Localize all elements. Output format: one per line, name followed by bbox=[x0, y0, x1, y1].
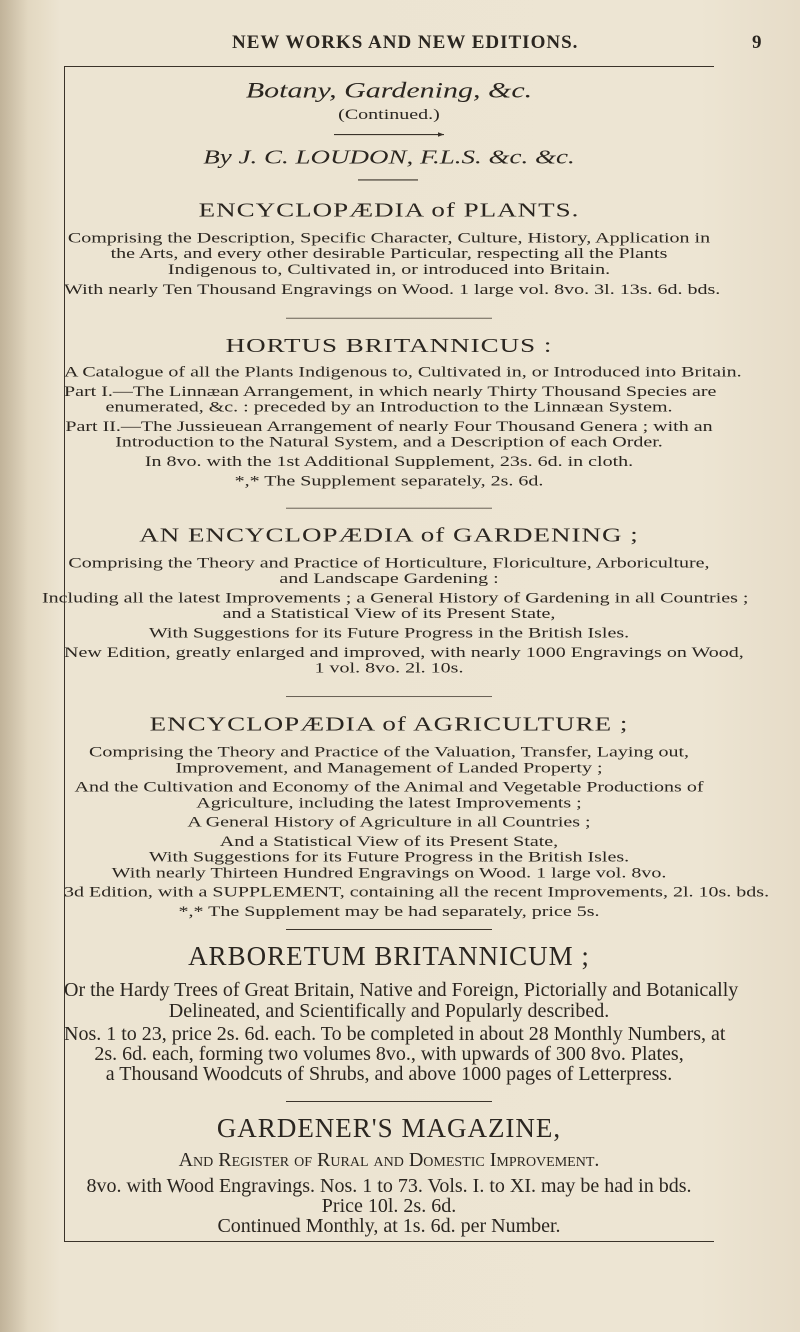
text-line: Nos. 1 to 23, price 2s. 6d. each. To be completed in about 28 Monthly Numbers, at bbox=[64, 1022, 726, 1045]
page-number: 9 bbox=[752, 32, 762, 53]
text-line: Part I.—The Linnæan Arrangement, in which nearly Thirty Thousand Species are bbox=[64, 383, 717, 400]
text-line: In 8vo. with the 1st Additional Supplement, 23s. 6d. in cloth. bbox=[144, 453, 634, 470]
title-gardeners-magazine: GARDENER'S MAGAZINE, bbox=[216, 1112, 562, 1143]
text-line: With nearly Thirteen Hundred Engravings on Wood. 1 large vol. 8vo. bbox=[111, 864, 667, 882]
title-encyclopaedia-plants: ENCYCLOPÆDIA of PLANTS. bbox=[198, 198, 580, 221]
text-line: and Landscape Gardening : bbox=[279, 570, 499, 587]
text-line: Comprising the Theory and Practice of the Valuation, Transfer, Laying out, bbox=[88, 743, 690, 761]
text-line: With Suggestions for its Future Progress in the British Isles. bbox=[148, 848, 630, 866]
text-line: Introduction to the Natural System, and a Description of each Order. bbox=[115, 434, 663, 451]
text-line: 8vo. with Wood Engravings. Nos. 1 to 73. Vols. I. to XI. may be had in bds. bbox=[86, 1174, 692, 1197]
text-line: A General History of Agriculture in all Countries ; bbox=[187, 813, 591, 831]
section-divider bbox=[286, 929, 492, 930]
text-line: 2s. 6d. each, forming two volumes 8vo., with upwards of 300 8vo. Plates, bbox=[94, 1042, 684, 1065]
late-sections bbox=[64, 0, 770, 1332]
author-line: By J. C. LOUDON, F.L.S. &c. &c. bbox=[203, 145, 575, 169]
text-line: the Arts, and every other desirable Particular, respecting all the Plants bbox=[110, 245, 668, 262]
text-line: and a Statistical View of its Present State, bbox=[222, 605, 556, 622]
text-line: enumerated, &c. : preceded by an Introduction to the Linnæan System. bbox=[105, 399, 673, 416]
text-line: And a Statistical View of its Present State, bbox=[219, 833, 559, 850]
text-line: 1 vol. 8vo. 2l. 10s. bbox=[314, 659, 464, 677]
text-line: a Thousand Woodcuts of Shrubs, and above 1000 pages of Letterpress. bbox=[105, 1062, 673, 1085]
text-line: New Edition, greatly enlarged and improved, with nearly 1000 Engravings on Wood, bbox=[64, 644, 744, 661]
text-line: *,* The Supplement may be had separately, price 5s. bbox=[178, 903, 600, 920]
text-line: Or the Hardy Trees of Great Britain, Native and Foreign, Pictorially and Botanically bbox=[64, 978, 739, 1001]
text-line: Agriculture, including the latest Improvements ; bbox=[196, 794, 582, 811]
magazine-subtitle: And Register of Rural and Domestic Improvement. bbox=[178, 1148, 600, 1171]
binding-shadow bbox=[0, 0, 28, 1332]
text-line: 3d Edition, with a SUPPLEMENT, containing all the recent Improvements, 2l. 10s. bds. bbox=[64, 884, 770, 901]
running-head-title: NEW WORKS AND NEW EDITIONS. bbox=[232, 32, 579, 53]
section-divider bbox=[286, 1101, 492, 1102]
text-line: And the Cultivation and Economy of the Animal and Vegetable Productions of bbox=[74, 778, 704, 796]
text-line: Indigenous to, Cultivated in, or introduced into Britain. bbox=[167, 261, 611, 278]
text-line: Improvement, and Management of Landed Property ; bbox=[175, 759, 603, 776]
text-line: *,* The Supplement separately, 2s. 6d. bbox=[234, 472, 544, 490]
section-title-botany: Botany, Gardening, &c. bbox=[245, 77, 533, 103]
text-line: With nearly Ten Thousand Engravings on Wood. 1 large vol. 8vo. 3l. 13s. 6d. bds. bbox=[64, 281, 721, 298]
continued-label: (Continued.) bbox=[338, 106, 440, 123]
text-line: Comprising the Theory and Practice of Horticulture, Floriculture, Arboriculture, bbox=[68, 554, 710, 572]
text-line: Delineated, and Scientifically and Popularly described. bbox=[168, 999, 610, 1022]
text-line: Including all the latest Improvements ; a General History of Gardening in all Countries ; bbox=[42, 589, 749, 607]
title-arboretum-britannicum: ARBORETUM BRITANNICUM ; bbox=[188, 940, 590, 971]
title-encyclopaedia-gardening: AN ENCYCLOPÆDIA of GARDENING ; bbox=[139, 523, 639, 546]
text-line: A Catalogue of all the Plants Indigenous to, Cultivated in, or Introduced into Britain. bbox=[64, 364, 742, 381]
text-line: Price 10l. 2s. 6d. bbox=[321, 1194, 457, 1217]
title-encyclopaedia-agriculture: ENCYCLOPÆDIA of AGRICULTURE ; bbox=[149, 712, 629, 736]
text-line: Continued Monthly, at 1s. 6d. per Number. bbox=[217, 1214, 561, 1237]
title-hortus-britannicus: HORTUS BRITANNICUS : bbox=[225, 334, 553, 357]
text-line: Part II.—The Jussieuean Arrangement of nearly Four Thousand Genera ; with an bbox=[65, 418, 713, 435]
text-line: With Suggestions for its Future Progress in the British Isles. bbox=[148, 624, 630, 642]
text-line: Comprising the Description, Specific Character, Culture, History, Application in bbox=[67, 229, 711, 247]
